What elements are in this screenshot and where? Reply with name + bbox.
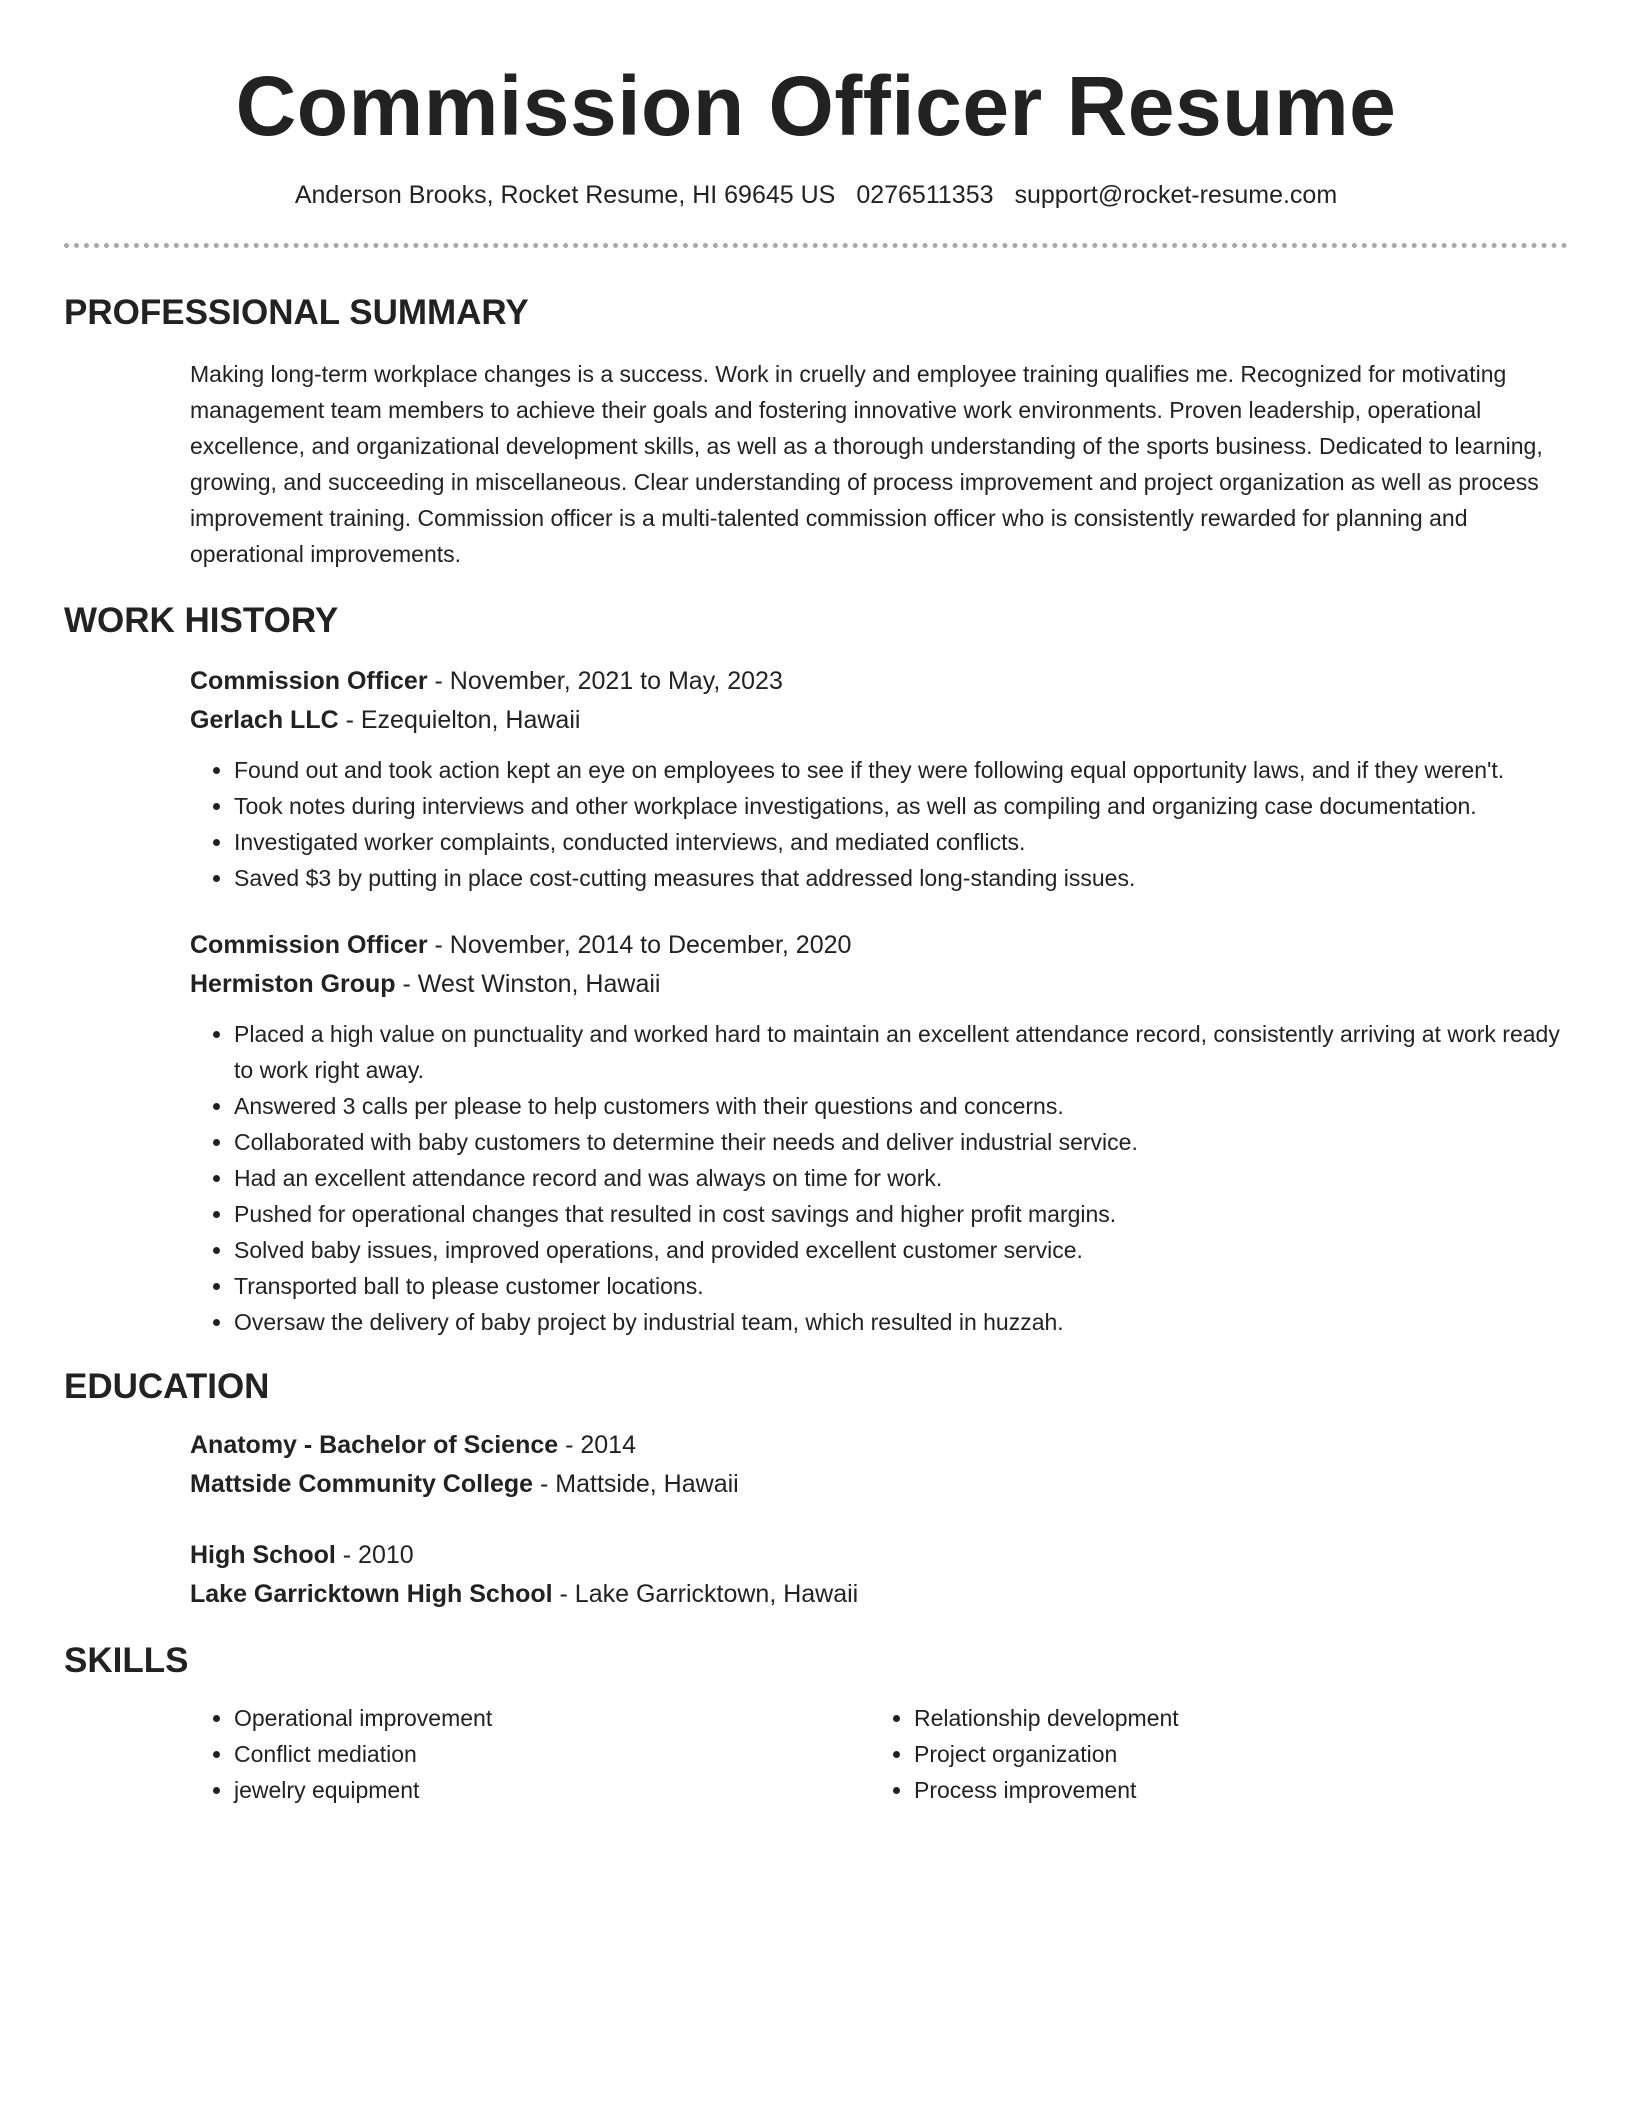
education-heading: EDUCATION	[64, 1367, 270, 1407]
education-school-line	[190, 1575, 1568, 1614]
skills-column-left	[190, 1700, 870, 1808]
skill-item: • jewelry equipment	[234, 1772, 870, 1808]
list-item: • Found out and took action kept an eye on employees to see if they were following equal opportunity laws, and if they weren't.	[234, 752, 1568, 788]
job-entry	[190, 926, 1568, 1340]
skills-list-left	[190, 1700, 870, 1808]
education-degree-line	[190, 1426, 1568, 1465]
contact-address: Anderson Brooks, Rocket Resume, HI 69645 US	[294, 180, 836, 209]
list-item: • Placed a high value on punctuality and worked hard to maintain an excellent attendance record, consistently arriving at work ready to work right away.	[234, 1016, 1568, 1088]
resume-page	[64, 0, 1568, 1808]
education-degree-line	[190, 1536, 1568, 1575]
job-title: Commission Officer	[190, 931, 428, 960]
contact-email: support@rocket-resume.com	[1014, 180, 1338, 209]
job-title-line	[190, 926, 1568, 965]
education-degree: High School	[190, 1541, 336, 1570]
summary-section	[190, 356, 1568, 572]
job-entry	[190, 662, 1568, 896]
list-item: • Collaborated with baby customers to determine their needs and deliver industrial service.	[234, 1124, 1568, 1160]
education-entry	[190, 1426, 1568, 1504]
skills-list-right	[870, 1700, 1550, 1808]
list-item: • Pushed for operational changes that resulted in cost savings and higher profit margins.	[234, 1196, 1568, 1232]
education-entry	[190, 1536, 1568, 1614]
job-location: - Ezequielton, Hawaii	[338, 706, 581, 735]
education-section	[190, 1426, 1568, 1614]
job-company: Gerlach LLC	[190, 706, 339, 735]
job-dates: - November, 2021 to May, 2023	[427, 667, 783, 696]
skills-column-right	[870, 1700, 1550, 1808]
skills-section	[190, 1700, 1568, 1808]
job-company-line	[190, 701, 1568, 740]
job-dates: - November, 2014 to December, 2020	[427, 931, 852, 960]
education-school-line	[190, 1465, 1568, 1504]
list-item: • Solved baby issues, improved operations, and provided excellent customer service.	[234, 1232, 1568, 1268]
skill-item: • Process improvement	[914, 1772, 1550, 1808]
education-year: - 2014	[558, 1431, 636, 1460]
education-school: Lake Garricktown High School	[190, 1580, 553, 1609]
job-bullets	[190, 1016, 1568, 1340]
list-item: • Took notes during interviews and other workplace investigations, as well as compiling and organizing case documentation.	[234, 788, 1568, 824]
list-item: • Transported ball to please customer locations.	[234, 1268, 1568, 1304]
job-title-line	[190, 662, 1568, 701]
list-item: • Oversaw the delivery of baby project by industrial team, which resulted in huzzah.	[234, 1304, 1568, 1340]
summary-heading: PROFESSIONAL SUMMARY	[64, 293, 529, 333]
skill-item: • Conflict mediation	[234, 1736, 870, 1772]
job-bullets	[190, 752, 1568, 896]
education-location: - Mattside, Hawaii	[533, 1470, 739, 1499]
list-item: • Had an excellent attendance record and was always on time for work.	[234, 1160, 1568, 1196]
work-history-section	[190, 662, 1568, 1340]
skills-grid	[190, 1700, 1568, 1808]
education-school: Mattside Community College	[190, 1470, 534, 1499]
list-item: • Answered 3 calls per please to help customers with their questions and concerns.	[234, 1088, 1568, 1124]
job-company-line	[190, 965, 1568, 1004]
list-item: • Investigated worker complaints, conducted interviews, and mediated conflicts.	[234, 824, 1568, 860]
work-history-heading: WORK HISTORY	[64, 601, 339, 641]
contact-phone: 0276511353	[856, 180, 994, 209]
job-location: - West Winston, Hawaii	[395, 970, 661, 999]
skill-item: • Project organization	[914, 1736, 1550, 1772]
skill-item: • Relationship development	[914, 1700, 1550, 1736]
list-item: • Saved $3 by putting in place cost-cutting measures that addressed long-standing issues.	[234, 860, 1568, 896]
skills-heading: SKILLS	[64, 1641, 189, 1681]
education-year: - 2010	[335, 1541, 414, 1570]
education-degree: Anatomy - Bachelor of Science	[190, 1431, 559, 1460]
job-company: Hermiston Group	[190, 970, 396, 999]
summary-text: Making long-term workplace changes is a success. Work in cruelly and employee training qualifies me. Recognized for motivating management team members to achieve their goals and fostering innovative work environments. Proven leadership, operational excellence, and organizational development skills, as well as a thorough understanding of the sports business. Dedicated to learning, growing, and succeeding in miscellaneous. Clear understanding of process improvement and project organization as well as process improvement training. Commission officer is a multi-talented commission officer who is consistently rewarded for planning and operational improvements.	[190, 361, 1543, 568]
page-title: Commission Officer Resume	[235, 59, 1397, 153]
contact-line	[64, 179, 1568, 212]
header-divider	[64, 243, 1568, 248]
job-title: Commission Officer	[190, 667, 428, 696]
education-location: - Lake Garricktown, Hawaii	[552, 1580, 859, 1609]
skill-item: • Operational improvement	[234, 1700, 870, 1736]
